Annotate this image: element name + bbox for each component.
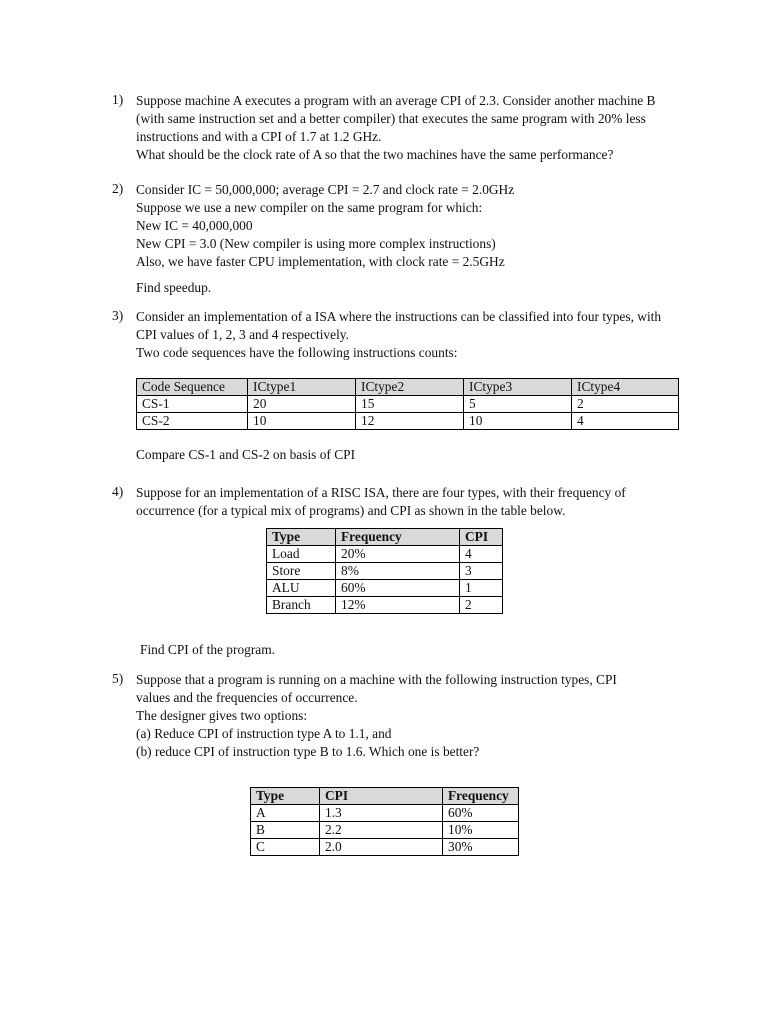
table-cell: 10 xyxy=(464,413,572,430)
table-cell: 60% xyxy=(443,805,519,822)
table-cell: 5 xyxy=(464,396,572,413)
table-header-cell: Type xyxy=(251,788,320,805)
table-cell: CS-1 xyxy=(137,396,248,413)
question-1-text xyxy=(136,92,656,164)
table-cell: 15 xyxy=(356,396,464,413)
question-2-text xyxy=(136,181,514,271)
question-1-line: Suppose machine A executes a program with an average CPI of 2.3. Consider another machine B xyxy=(136,93,656,108)
table-cell: Load xyxy=(267,546,336,563)
table-cell: CS-2 xyxy=(137,413,248,430)
table-cell: 10 xyxy=(248,413,356,430)
table-header-row xyxy=(251,788,519,805)
table-cell: 30% xyxy=(443,839,519,856)
question-2-line: Consider IC = 50,000,000; average CPI = 2.7 and clock rate = 2.0GHz xyxy=(136,182,515,197)
table-cell: 4 xyxy=(572,413,679,430)
table-cell: 20 xyxy=(248,396,356,413)
question-5-line: (a) Reduce CPI of instruction type A to 1.1, and xyxy=(136,726,392,741)
table-cell: 2.2 xyxy=(320,822,443,839)
table-cell: 8% xyxy=(336,563,460,580)
question-5-number: 5) xyxy=(112,671,124,686)
question-3-text xyxy=(136,308,661,362)
table-row xyxy=(267,563,503,580)
table-cell: B xyxy=(251,822,320,839)
question-1-line: What should be the clock rate of A so that the two machines have the same performance? xyxy=(136,147,614,162)
question-1-line: instructions and with a CPI of 1.7 at 1.2 GHz. xyxy=(136,129,382,144)
table-header-cell: Frequency xyxy=(443,788,519,805)
table-row xyxy=(267,546,503,563)
table-row xyxy=(251,822,519,839)
table-row xyxy=(251,839,519,856)
question-5-line: values and the frequencies of occurrence. xyxy=(136,690,358,705)
question-4-number: 4) xyxy=(112,484,124,499)
table-cell: 3 xyxy=(460,563,503,580)
question-1-number: 1) xyxy=(112,92,124,107)
table-header-cell: ICtype2 xyxy=(356,379,464,396)
table-cell: Branch xyxy=(267,597,336,614)
question-2-line: New IC = 40,000,000 xyxy=(136,218,253,233)
table-header-cell: CPI xyxy=(460,529,503,546)
question-2-task: Find speedup. xyxy=(136,280,212,295)
question-4-task: Find CPI of the program. xyxy=(140,642,276,657)
table-cell: 20% xyxy=(336,546,460,563)
instruction-mix-table xyxy=(266,528,503,614)
table-cell: A xyxy=(251,805,320,822)
table-cell: 2.0 xyxy=(320,839,443,856)
table-row xyxy=(267,580,503,597)
table-cell: ALU xyxy=(267,580,336,597)
table-header-row xyxy=(137,379,679,396)
question-3-line: CPI values of 1, 2, 3 and 4 respectively. xyxy=(136,327,349,342)
table-header-cell: ICtype4 xyxy=(572,379,679,396)
question-2-number: 2) xyxy=(112,181,124,196)
table-cell: 12% xyxy=(336,597,460,614)
table-header-row xyxy=(267,529,503,546)
question-5-line: The designer gives two options: xyxy=(136,708,308,723)
question-2-line: Suppose we use a new compiler on the same program for which: xyxy=(136,200,483,215)
question-4-line: Suppose for an implementation of a RISC ISA, there are four types, with their frequency of xyxy=(136,485,626,500)
question-3-line: Two code sequences have the following instructions counts: xyxy=(136,345,458,360)
table-cell: 1.3 xyxy=(320,805,443,822)
table-row xyxy=(267,597,503,614)
question-2-line: Also, we have faster CPU implementation, with clock rate = 2.5GHz xyxy=(136,254,505,269)
table-row xyxy=(137,396,679,413)
instruction-type-table xyxy=(250,787,519,856)
table-cell: 1 xyxy=(460,580,503,597)
table-header-cell: ICtype3 xyxy=(464,379,572,396)
table-row xyxy=(137,413,679,430)
table-cell: 60% xyxy=(336,580,460,597)
table-header-cell: CPI xyxy=(320,788,443,805)
table-header-cell: Frequency xyxy=(336,529,460,546)
question-3-task: Compare CS-1 and CS-2 on basis of CPI xyxy=(136,447,356,462)
table-header-cell: Code Sequence xyxy=(137,379,248,396)
table-row xyxy=(251,805,519,822)
table-header-cell: Type xyxy=(267,529,336,546)
table-cell: 4 xyxy=(460,546,503,563)
question-5-line: Suppose that a program is running on a machine with the following instruction types, CPI xyxy=(136,672,617,687)
table-cell: Store xyxy=(267,563,336,580)
code-sequence-table xyxy=(136,378,679,430)
table-header-cell: ICtype1 xyxy=(248,379,356,396)
table-cell: 2 xyxy=(460,597,503,614)
question-4-text xyxy=(136,484,626,520)
question-5-line: (b) reduce CPI of instruction type B to 1.6. Which one is better? xyxy=(136,744,480,759)
table-cell: 10% xyxy=(443,822,519,839)
table-cell: 2 xyxy=(572,396,679,413)
question-2-line: New CPI = 3.0 (New compiler is using more complex instructions) xyxy=(136,236,496,251)
question-4-line: occurrence (for a typical mix of programs) and CPI as shown in the table below. xyxy=(136,503,566,518)
table-cell: C xyxy=(251,839,320,856)
question-1-line: (with same instruction set and a better compiler) that executes the same program with 20% less xyxy=(136,111,646,126)
question-3-number: 3) xyxy=(112,308,124,323)
question-5-text xyxy=(136,671,617,761)
table-cell: 12 xyxy=(356,413,464,430)
question-3-line: Consider an implementation of a ISA where the instructions can be classified into four types, with xyxy=(136,309,662,324)
